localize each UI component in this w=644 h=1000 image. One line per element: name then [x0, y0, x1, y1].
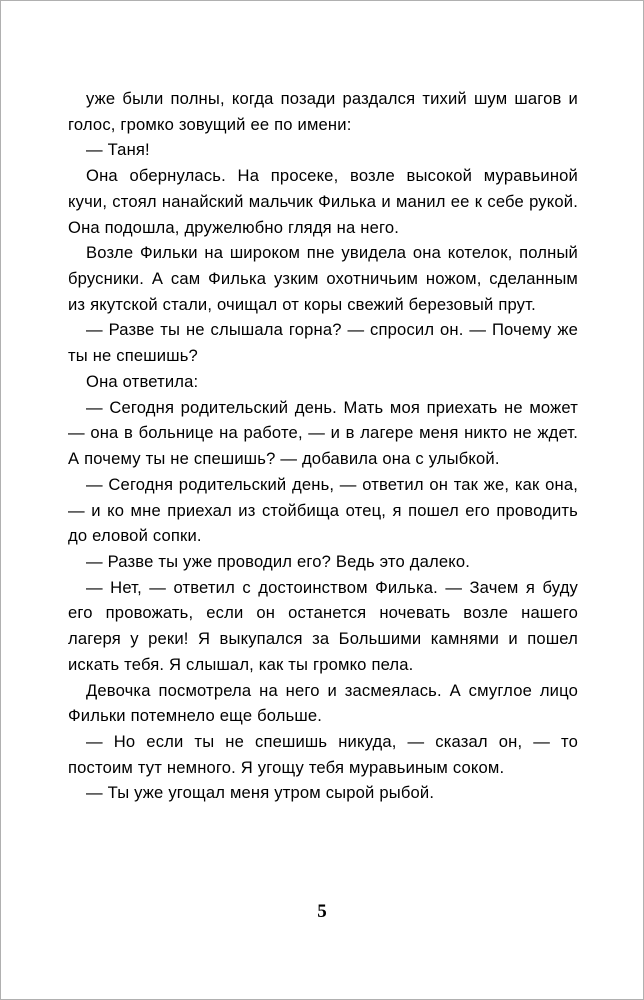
paragraph: — Но если ты не спешишь никуда, — сказал он, — то постоим тут немного. Я угощу тебя муравьиным соком.: [68, 731, 578, 777]
paragraph: уже были полны, когда позади раздался тихий шум шагов и голос, громко зовущий ее по имени:: [68, 89, 578, 134]
paragraph: Она обернулась. На просеке, возле высокой муравьиной кучи, стоял нанайский мальчик Филька и манил ее к себе рукой. Она подошла, дружелюбно глядя на него.: [68, 166, 578, 237]
paragraph: — Нет, — ответил с достоинством Филька. — Зачем я буду его провожать, если он останется ночевать возле нашего лагеря у реки! Я выкупался за Большими камнями и пошел искать тебя. Я слышал, как ты громко пела.: [68, 577, 578, 674]
paragraph: — Сегодня родительский день, — ответил он так же, как она, — и ко мне приехал из стойбища отец, я пошел его проводить до еловой сопки.: [68, 474, 578, 546]
page-number: 5: [317, 901, 327, 922]
paragraph: — Разве ты не слышала горна? — спросил он. — Почему же ты не спешишь?: [68, 320, 578, 366]
body-text-column: [68, 86, 578, 806]
paragraph: — Таня!: [86, 140, 150, 160]
paragraph: Она ответила:: [86, 371, 199, 391]
paragraph: — Ты уже угощал меня утром сырой рыбой.: [86, 783, 435, 803]
paragraph: Возле Фильки на широком пне увидела она котелок, полный брусники. А сам Филька узким охотничьим ножом, сделанным из якутской стали, очищал от коры свежий березовый прут.: [68, 243, 578, 314]
paragraph: Девочка посмотрела на него и засмеялась. А смуглое лицо Фильки потемнело еще больше.: [68, 680, 578, 726]
paragraph: — Разве ты уже проводил его? Ведь это далеко.: [86, 551, 471, 571]
paragraph: — Сегодня родительский день. Мать моя приехать не может — она в больнице на работе, — и в лагере меня никто не ждет. А почему ты не спешишь? — добавила она с улыбкой.: [68, 397, 578, 469]
